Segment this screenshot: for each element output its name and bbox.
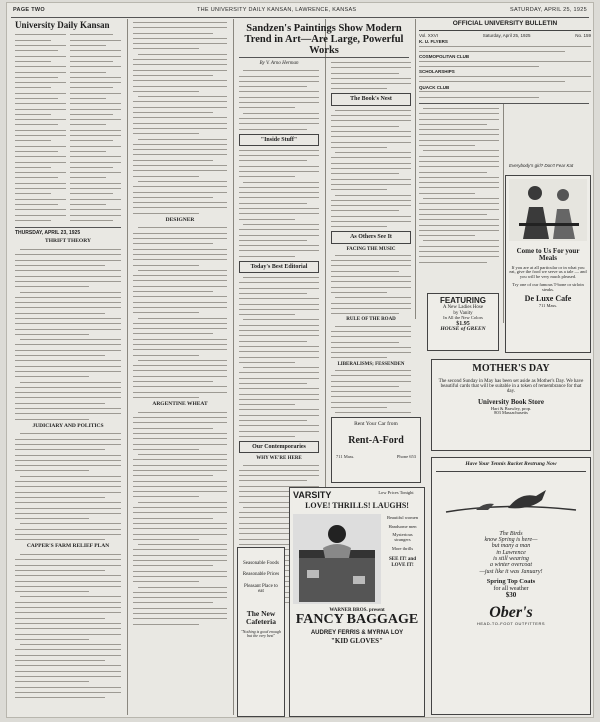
store-name: HOUSE of GREEN [440, 325, 486, 332]
bulletin-notice: K. U. FLYERS [419, 38, 448, 44]
newspaper-page [6, 2, 594, 718]
movie-title: FANCY BAGGAGE [295, 612, 419, 628]
hosiery-ad[interactable] [427, 293, 499, 351]
ad-line: A New Ladies Hose [442, 305, 484, 311]
poem-line: know Spring is here— [484, 537, 538, 544]
bulletin-rule [419, 103, 589, 104]
ad-line: Mysterious strangers [392, 532, 413, 542]
main-headline: Sandzen's Paintings Show Modern Trend in Art—Are Large, Powerful Works [244, 23, 404, 57]
bulletin-notice: SCHOLARSHIPS [419, 69, 455, 75]
ad-line: Pleasant Place to eat [244, 583, 278, 594]
ad-price: $1.95 [456, 320, 470, 327]
theater-name: VARSITY [293, 490, 332, 500]
ad-tagline: LOVE! THRILLS! LAUGHS! [305, 501, 409, 511]
mothers-day-ad[interactable] [431, 359, 591, 451]
poem-line: is still wearing [493, 555, 529, 562]
rent-a-ford-ad[interactable] [331, 417, 421, 483]
paper-title: THE UNIVERSITY DAILY KANSAN, LAWRENCE, KANSAS [197, 7, 357, 13]
sub-heading: RULE OF THE ROAD [346, 317, 396, 323]
news-column-2 [133, 21, 227, 715]
column-rule [503, 103, 504, 323]
feature-box [239, 134, 319, 146]
column-rule [415, 19, 416, 319]
ad-body: The second Sunday in May has been set aside as Mother's Day. We have beautiful cards that will be suitable in a token of remembrance for that day. [438, 378, 584, 394]
poem-line: for all weather [493, 585, 529, 592]
feature-box [331, 231, 411, 243]
store-proprietor: Hart & Brawley, prop. [490, 405, 532, 411]
couple-dining-illustration [509, 179, 587, 241]
store-phone: Phone 653 [396, 454, 416, 460]
sub-heading: FACING THE MUSIC [346, 246, 396, 252]
store-address: 803 Massachusetts [494, 410, 528, 416]
store-address: 711 Mass. [538, 302, 558, 308]
feature-box-title: "Inside Stuff" [260, 136, 298, 143]
ad-line: Beautiful women [386, 514, 419, 520]
sub-heading: LIBERALISMS; FESSENDEN [337, 361, 405, 367]
column-rule [325, 19, 326, 549]
ad-body: If you are at all particular or in what you eat, give the food we serve us a tale — and you will be very much pleased. [509, 264, 587, 280]
cafeteria-ad[interactable] [237, 547, 285, 717]
editorial-heading: JUDICIARY AND POLITICS [32, 422, 104, 429]
birds-illustration [436, 472, 586, 524]
store-name: Rent-A-Ford [348, 434, 404, 446]
masthead-title: University Daily Kansan [15, 20, 110, 30]
editorial-heading: THRIFT THEORY [45, 238, 91, 245]
store-name: University Book Store [478, 398, 544, 407]
feature-box-title: The Book's Nest [350, 96, 392, 103]
feature-box [239, 441, 319, 453]
sub-heading: WHY WE'RE HERE [256, 456, 302, 462]
second-feature: "KID GLOVES" [331, 637, 383, 646]
ad-line: More thrills [391, 545, 414, 551]
ad-line: by Vanity [453, 310, 473, 316]
store-name: Ober's [489, 604, 533, 622]
store-slogan: HEAD-TO-FOOT OUTFITTERS [476, 621, 546, 627]
official-bulletin [419, 21, 591, 101]
news-column-4 [331, 61, 411, 367]
poem-line: Spring Top Coats [486, 577, 536, 585]
varsity-theater-ad[interactable] [289, 487, 425, 717]
page-header [7, 5, 593, 17]
bulletin-volume: Vol. XXVI [419, 32, 439, 38]
movie-stars: AUDREY FERRIS & MYRNA LOY [310, 629, 404, 636]
edition-date: THURSDAY, APRIL 23, 1925 [15, 230, 81, 237]
article-heading: DESIGNER [165, 216, 195, 223]
ad-notice: Low Prices Tonight [378, 490, 414, 495]
column-rule [233, 19, 234, 715]
page-label: PAGE TWO [13, 7, 45, 13]
poem-line: —just like it was January! [479, 568, 543, 575]
store-name: The New Cafeteria [246, 609, 276, 626]
ad-price: $30 [505, 590, 517, 599]
feature-box-title: Today's Best Editorial [250, 263, 308, 270]
ad-line: Seasonable Foods [243, 561, 279, 566]
ad-caption: Everybody's girl? Don't Fear Kat [509, 163, 574, 168]
store-address: 711 Mass. [336, 454, 355, 460]
ad-poem [436, 531, 586, 600]
ad-heading: Have Your Tennis Racket Restrung Now [436, 462, 586, 472]
issue-date: SATURDAY, APRIL 25, 1925 [509, 7, 587, 13]
bulletin-number: No. 159 [575, 32, 591, 38]
feature-box [239, 261, 319, 273]
editorial-heading: CAPPER'S FARM RELIEF PLAN [26, 543, 110, 550]
movie-poster-illustration [293, 514, 381, 604]
notices-column [419, 107, 499, 287]
news-column-3 [239, 61, 319, 541]
store-slogan: "Nothing is good enough but the very best" [241, 628, 282, 638]
deluxe-cafe-ad[interactable] [505, 163, 591, 353]
ad-line: Reasonable Prices [242, 572, 280, 578]
poem-line: a winter overcoat [489, 562, 533, 569]
bulletin-date: Saturday, April 25, 1925 [482, 32, 531, 38]
obers-ad[interactable] [431, 457, 591, 715]
feature-box [331, 93, 411, 105]
ad-line: Handsome men [388, 523, 417, 529]
ad-line: SEE IT! and LOVE IT! [389, 557, 416, 568]
article-heading: ARGENTINE WHEAT [152, 400, 208, 407]
feature-box-title: As Others See It [350, 234, 392, 241]
poem-line: in Lawrence [496, 549, 526, 556]
ad-heading: FEATURING [439, 296, 487, 305]
headline-rule [239, 57, 409, 58]
ad-heading: MOTHER'S DAY [472, 363, 550, 374]
header-rule [11, 17, 589, 18]
studio-credit: WARNER BROS. present [329, 607, 385, 613]
bulletin-notice: COSMOPOLITAN CLUB [419, 54, 470, 60]
column-rule [127, 19, 128, 715]
poem-line: The Birds [499, 530, 523, 537]
ad-line: Rent Your Car from [354, 421, 398, 427]
bulletin-title: OFFICIAL UNIVERSITY BULLETIN [419, 21, 591, 31]
bulletin-notice: QUACK CLUB [419, 84, 450, 90]
ad-line: In All the New Colors [443, 314, 483, 320]
ad-heading: Come to Us For your Meals [516, 247, 580, 263]
ad-body: Try one of our famous T-bone or sirloin steaks. [512, 281, 584, 292]
byline: By V. Arno Herman [259, 61, 299, 66]
editorial-column [15, 21, 121, 715]
feature-box-title: Our Contemporaries [252, 443, 306, 450]
store-name: De Luxe Cafe [524, 294, 572, 304]
poem-line: but many a man [491, 543, 531, 550]
